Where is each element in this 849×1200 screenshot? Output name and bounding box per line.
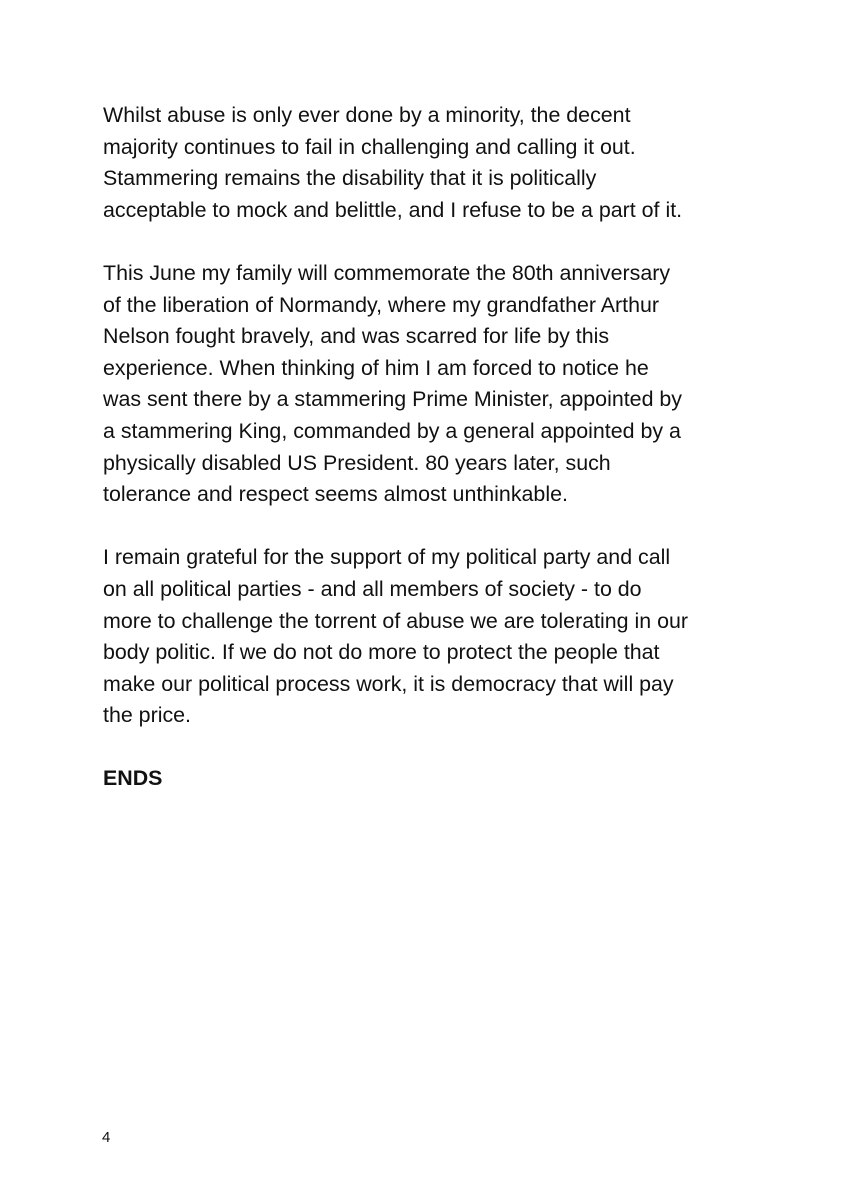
- paragraph-line: of the liberation of Normandy, where my grandfather Arthur: [103, 292, 660, 317]
- paragraph-line: on all political parties - and all members of society - to do: [103, 576, 642, 601]
- paragraph-3: [103, 542, 763, 732]
- page-number: 4: [102, 1129, 111, 1146]
- paragraph-line: physically disabled US President. 80 years later, such: [103, 450, 611, 475]
- paragraph-line: the price.: [103, 703, 191, 728]
- paragraph-line: more to challenge the torrent of abuse we are tolerating in our: [103, 608, 689, 633]
- paragraph-line: was sent there by a stammering Prime Minister, appointed by: [103, 387, 682, 412]
- paragraph-line: a stammering King, commanded by a general appointed by a: [103, 418, 681, 443]
- paragraph-line: majority continues to fail in challenging and calling it out.: [103, 134, 636, 159]
- paragraph-1: [103, 100, 763, 226]
- paragraph-line: make our political process work, it is democracy that will pay: [103, 671, 674, 696]
- paragraph-line: I remain grateful for the support of my political party and call: [103, 545, 671, 570]
- paragraph-line: acceptable to mock and belittle, and I refuse to be a part of it.: [103, 197, 683, 222]
- paragraph-line: Nelson fought bravely, and was scarred for life by this: [103, 324, 610, 349]
- paragraph-line: Stammering remains the disability that it is politically: [103, 166, 597, 191]
- document-body: [103, 100, 763, 795]
- ends-label: ENDS: [103, 766, 163, 791]
- paragraph-line: This June my family will commemorate the 80th anniversary: [103, 260, 671, 285]
- paragraph-line: experience. When thinking of him I am forced to notice he: [103, 355, 649, 380]
- paragraph-line: Whilst abuse is only ever done by a minority, the decent: [103, 103, 631, 127]
- paragraph-line: body politic. If we do not do more to protect the people that: [103, 640, 660, 665]
- paragraph-line: tolerance and respect seems almost unthinkable.: [103, 482, 568, 507]
- paragraph-2: [103, 258, 763, 511]
